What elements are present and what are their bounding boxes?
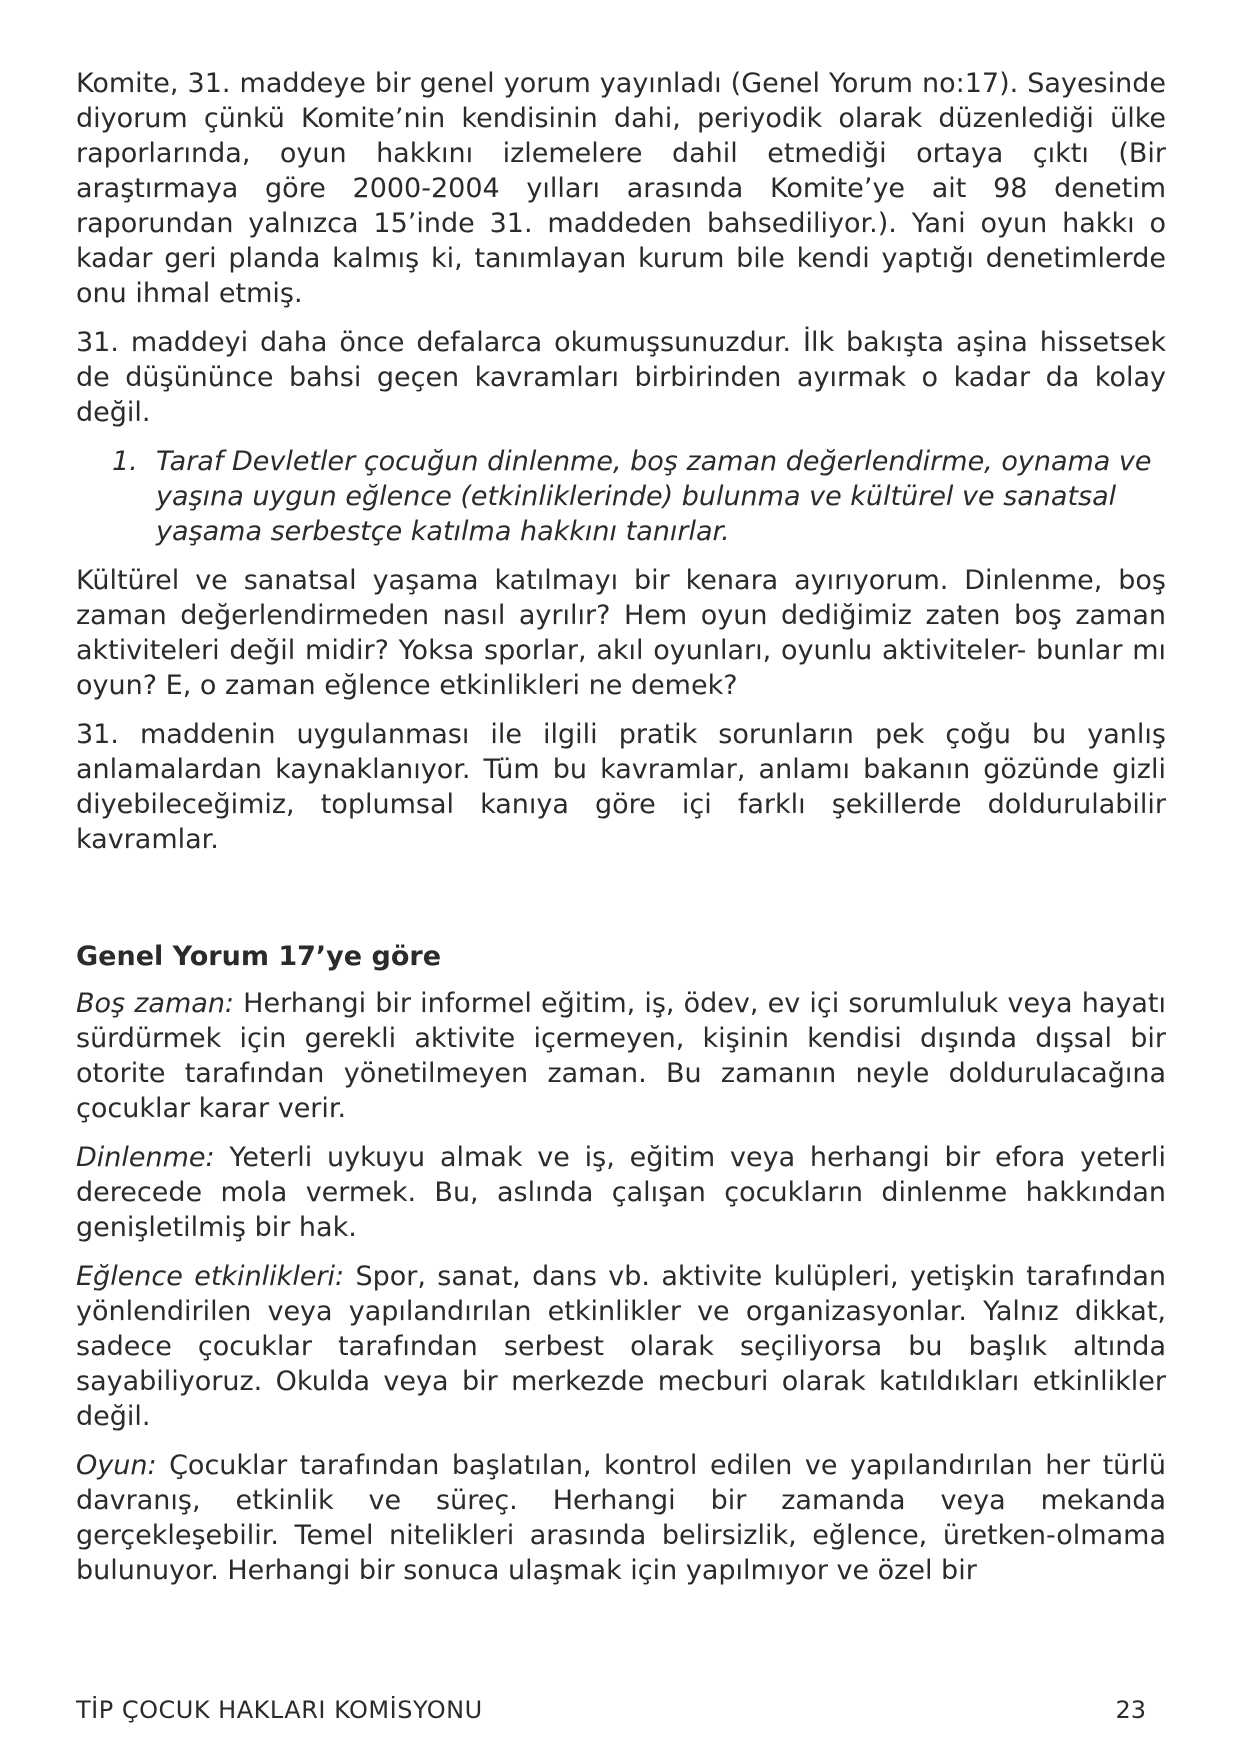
quote-number: 1. [112,446,138,477]
definition-dinlenme [76,1140,1166,1245]
definition-oyun [76,1448,1166,1588]
paragraph-2: 31. maddeyi daha önce defalarca okumuşsunuzdur. İlk bakışta aşina hissetsek de düşününce bahsi geçen kavramları birbirinden ayırmak o kadar da kolay değil. [76,327,1166,428]
definition-term: Oyun: [76,1450,157,1481]
section-heading: Genel Yorum 17’ye göre [76,941,442,972]
footer-title: TİP ÇOCUK HAKLARI KOMİSYONU [76,1696,483,1724]
definition-bos-zaman [76,986,1166,1126]
page-number: 23 [1115,1696,1146,1724]
paragraph-3: Kültürel ve sanatsal yaşama katılmayı bir kenara ayırıyorum. Dinlenme, boş zaman değerlendirmeden nasıl ayrılır? Hem oyun dediğimiz zaten boş zaman aktiviteleri değil midir? Yoksa sporlar, akıl oyunları, oyunlu aktiviteler- bunlar mı oyun? E, o zaman eğlence etkinlikleri ne demek? [76,565,1166,701]
quote-text: Taraf Devletler çocuğun dinlenme, boş zaman değerlendirme, oynama ve yaşına uygun eğlence (etkinliklerinde) bulunma ve kültürel ve sanatsal yaşama serbestçe katılma hakkını tanırlar. [156,446,1152,547]
article-quote [76,444,1166,549]
definition-text: Yeterli uykuyu almak ve iş, eğitim veya herhangi bir efora yeterli derecede mola vermek. Bu, aslında çalışan çocukların dinlenme hakkından genişletilmiş bir hak. [76,1142,1166,1243]
definition-text: Spor, sanat, dans vb. aktivite kulüpleri, yetişkin tarafından yönlendirilen veya yapılandırılan etkinlikler ve organizasyonlar. Yalnız dikkat, sadece çocuklar tarafından serbest olarak seçiliyorsa bu başlık altında sayabiliyoruz. Okulda veya bir merkezde mecburi olarak katıldıkları etkinlikler değil. [76,1261,1166,1432]
definition-term: Eğlence etkinlikleri: [76,1261,345,1292]
definition-term: Dinlenme: [76,1142,215,1173]
paragraph-4: 31. maddenin uygulanması ile ilgili pratik sorunların pek çoğu bu yanlış anlamalardan kaynaklanıyor. Tüm bu kavramlar, anlamı bakanın gözünde gizli diyebileceğimiz, toplumsal kanıya göre içi farklı şekillerde doldurulabilir kavramlar. [76,719,1166,855]
definition-text: Herhangi bir informel eğitim, iş, ödev, ev içi sorumluluk veya hayatı sürdürmek için gerekli aktivite içermeyen, kişinin kendisi dışında dışsal bir otorite tarafından yönetilmeyen zaman. Bu zamanın neyle doldurulacağına çocuklar karar verir. [76,988,1166,1124]
paragraph-1: Komite, 31. maddeye bir genel yorum yayınladı (Genel Yorum no:17). Sayesinde diyorum çünkü Komite’nin kendisinin dahi, periyodik olarak düzenlediği ülke raporlarında, oyun hakkını izlemelere dahil etmediği ortaya çıktı (Bir araştırmaya göre 2000-2004 yılları arasında Komite’ye ait 98 denetim raporundan yalnızca 15’inde 31. maddeden bahsediliyor.). Yani oyun hakkı o kadar geri planda kalmış ki, tanımlayan kurum bile kendi yaptığı denetimlerde onu ihmal etmiş. [76,68,1166,309]
definition-term: Boş zaman: [76,988,235,1019]
definition-text: Çocuklar tarafından başlatılan, kontrol edilen ve yapılandırılan her türlü davranış, etkinlik ve süreç. Herhangi bir zamanda veya mekanda gerçekleşebilir. Temel nitelikleri arasında belirsizlik, eğlence, üretken-olmama bulunuyor. Herhangi bir sonuca ulaşmak için yapılmıyor ve özel bir [76,1450,1166,1586]
page-body [76,66,1166,1602]
definition-eglence [76,1259,1166,1434]
